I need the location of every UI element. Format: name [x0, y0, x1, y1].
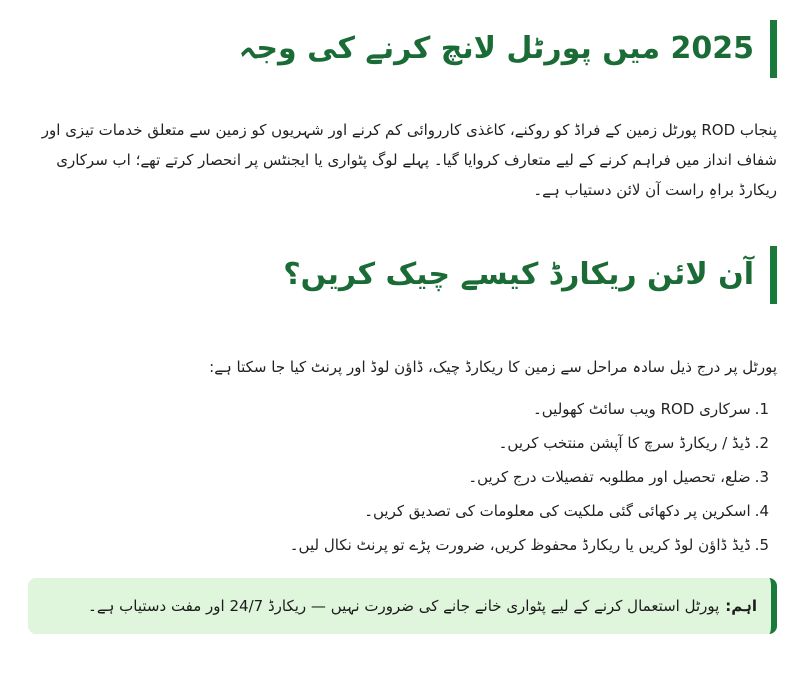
intro-paragraph: پنجاب ROD پورٹل زمین کے فراڈ کو روکنے، کاغذی کارروائی کم کرنے اور شہریوں کو زمین سے متعلق خدمات تیزی اور شفاف انداز میں فراہم کرنے کے لیے متعارف کروایا گیا۔ پہلے لوگ پٹواری یا ایجنٹس پر انحصار کرتے تھے؛ اب سرکاری ریکارڈ براہِ راست آن لائن دستیاب ہے۔: [41, 121, 777, 199]
step-text: ڈیڈ ڈاؤن لوڈ کریں یا ریکارڈ محفوظ کریں، ضرورت پڑے تو پرنٹ نکال لیں۔: [289, 536, 751, 554]
step-number: 2.: [754, 434, 769, 452]
important-notice-box: [28, 578, 777, 634]
list-item: [40, 460, 769, 494]
list-item: [40, 426, 769, 460]
step-text: اسکرین پر دکھائی گئی ملکیت کی معلومات کی تصدیق کریں۔: [364, 502, 751, 520]
steps-lead-text: پورٹل پر درج ذیل سادہ مراحل سے زمین کا ریکارڈ چیک، ڈاؤن لوڈ اور پرنٹ کیا جا سکتا ہے:: [209, 358, 777, 376]
heading-launch-reason-text: 2025 میں پورٹل لانچ کرنے کی وجہ: [238, 31, 754, 67]
steps-list: [40, 392, 769, 562]
section-heading-launch-reason: [239, 20, 777, 78]
step-text: ڈیڈ / ریکارڈ سرچ کا آپشن منتخب کریں۔: [498, 434, 751, 452]
notice-text: پورٹل استعمال کرنے کے لیے پٹواری خانے جانے کی ضرورت نہیں — ریکارڈ 24/7 اور مفت دستیاب ہے۔: [88, 597, 720, 615]
list-item: [40, 494, 769, 528]
step-number: 4.: [754, 502, 769, 520]
heading-how-to-check-text: آن لائن ریکارڈ کیسے چیک کریں؟: [283, 257, 754, 293]
step-number: 3.: [754, 468, 769, 486]
notice-label: اہم:: [725, 597, 757, 615]
step-text: ضلع، تحصیل اور مطلوبہ تفصیلات درج کریں۔: [468, 468, 751, 486]
section-heading-how-to-check: [283, 246, 777, 304]
list-item: [40, 392, 769, 426]
step-text: سرکاری ROD ویب سائٹ کھولیں۔: [532, 400, 751, 418]
step-number: 5.: [754, 536, 769, 554]
step-number: 1.: [754, 400, 769, 418]
list-item: [40, 528, 769, 562]
